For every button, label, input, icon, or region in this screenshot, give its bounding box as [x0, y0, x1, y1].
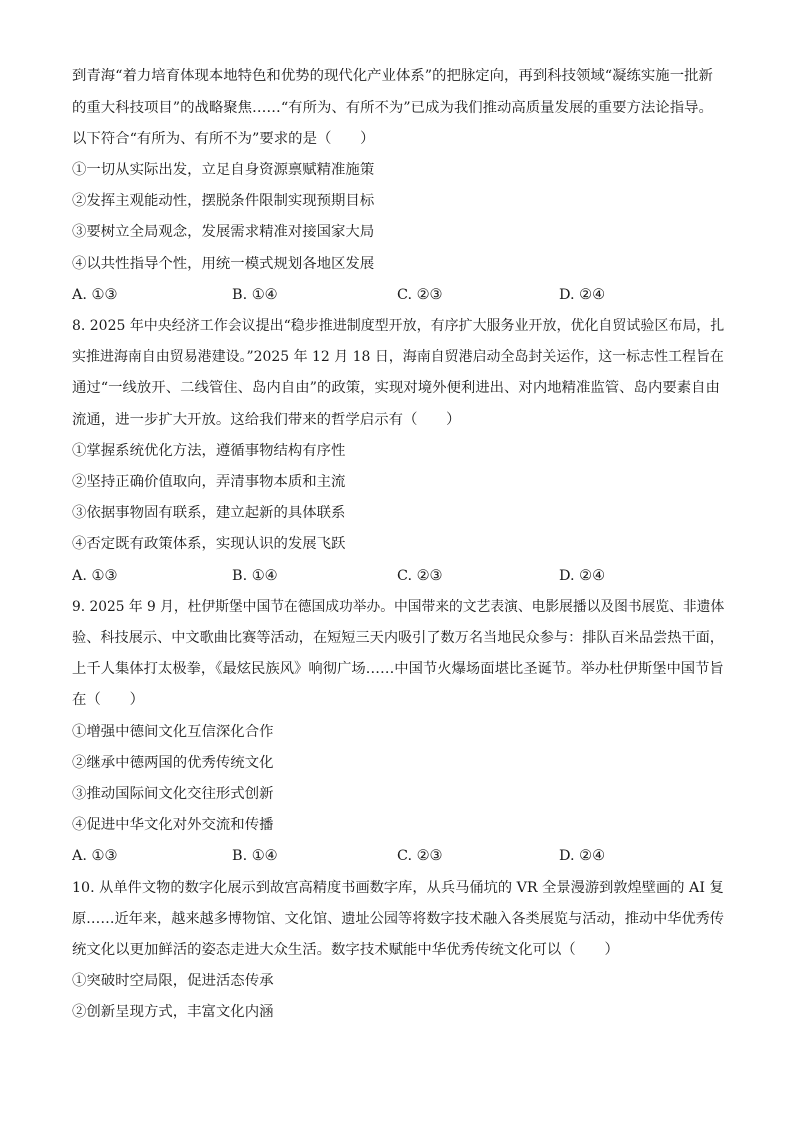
q8-item-2: ②坚持正确价值取向，弄清事物本质和主流: [72, 474, 346, 490]
q9-item-2: ②继承中德两国的优秀传统文化: [72, 755, 274, 771]
q7-item-2: ②发挥主观能动性，摆脱条件限制实现预期目标: [72, 193, 375, 209]
q8-options: [72, 566, 722, 586]
q8-option-b: B. ①④: [232, 568, 278, 584]
q9-option-c: C. ②③: [397, 848, 443, 864]
q7-option-c: C. ②③: [397, 287, 443, 303]
q8-option-c: C. ②③: [397, 568, 443, 584]
q8-stem-line: 通过“一线放开、二线管住、岛内自由”的政策，实现对境外便利进出、对内地精准监管、岛内要素自由: [72, 380, 720, 396]
q9-stem-line: 上千人集体打太极拳，《最炫民族风》响彻广场……中国节火爆场面堪比圣诞节。举办杜伊斯堡中国节旨: [72, 661, 724, 677]
q7-item-1: ①一切从实际出发，立足自身资源禀赋精准施策: [72, 162, 375, 178]
q8-stem-line: 实推进海南自由贸易港建设。”2025 年 12 月 18 日，海南自贸港启动全岛封关运作，这一标志性工程旨在: [72, 349, 724, 365]
q9-stem-line: 在（ ）: [72, 692, 144, 708]
q9-stem-line: 9. 2025 年 9 月，杜伊斯堡中国节在德国成功举办。中国带来的文艺表演、电影展播以及图书展览、非遗体: [72, 599, 725, 615]
q7-option-a: A. ①③: [72, 287, 118, 303]
q9-option-a: A. ①③: [72, 848, 118, 864]
q8-item-3: ③依据事物固有联系，建立起新的具体联系: [72, 505, 346, 521]
q7-item-4: ④以共性指导个性，用统一模式规划各地区发展: [72, 256, 375, 272]
q8-item-1: ①掌握系统优化方法，遵循事物结构有序性: [72, 443, 346, 459]
q8-item-4: ④否定既有政策体系，实现认识的发展飞跃: [72, 536, 346, 552]
q7-item-3: ③要树立全局观念，发展需求精准对接国家大局: [72, 224, 375, 240]
q7-option-d: D. ②④: [559, 287, 605, 303]
q9-option-d: D. ②④: [559, 848, 605, 864]
q8-option-d: D. ②④: [559, 568, 605, 584]
q7-options: [72, 285, 722, 305]
q9-item-4: ④促进中华文化对外交流和传播: [72, 817, 274, 833]
q10-item-1: ①突破时空局限，促进活态传承: [72, 973, 274, 989]
q10-item-2: ②创新呈现方式，丰富文化内涵: [72, 1004, 274, 1020]
q8-option-a: A. ①③: [72, 568, 118, 584]
q9-item-3: ③推动国际间文化交往形式创新: [72, 786, 274, 802]
q7-stem-line: 以下符合“有所为、有所不为”要求的是（ ）: [72, 131, 375, 147]
q10-stem-line: 10. 从单件文物的数字化展示到故宫高精度书画数字库，从兵马俑坑的 VR 全景漫游到敦煌壁画的 AI 复: [72, 880, 724, 896]
q8-stem-line: 8. 2025 年中央经济工作会议提出“稳步推进制度型开放，有序扩大服务业开放，优化自贸试验区布局，扎: [72, 318, 725, 334]
q9-stem-line: 验、科技展示、中文歌曲比赛等活动，在短短三天内吸引了数万名当地民众参与：排队百米品尝热干面，: [72, 630, 724, 646]
q7-stem-line: 到青海“着力培育体现本地特色和优势的现代化产业体系”的把脉定向，再到科技领域“凝练实施一批新: [72, 68, 713, 84]
q8-stem-line: 流通，进一步扩大开放。这给我们带来的哲学启示有（ ）: [72, 412, 461, 428]
q10-stem-line: 原……近年来，越来越多博物馆、文化馆、遗址公园等将数字技术融入各类展览与活动，推动中华优秀传: [72, 911, 724, 927]
q9-item-1: ①增强中德间文化互信深化合作: [72, 724, 274, 740]
q9-options: [72, 846, 722, 866]
q9-option-b: B. ①④: [232, 848, 278, 864]
q7-stem-line: 的重大科技项目”的战略聚焦……“有所为、有所不为”已成为我们推动高质量发展的重要方法论指导。: [72, 100, 713, 116]
q7-option-b: B. ①④: [232, 287, 278, 303]
q10-stem-line: 统文化以更加鲜活的姿态走进大众生活。数字技术赋能中华优秀传统文化可以（ ）: [72, 942, 619, 958]
